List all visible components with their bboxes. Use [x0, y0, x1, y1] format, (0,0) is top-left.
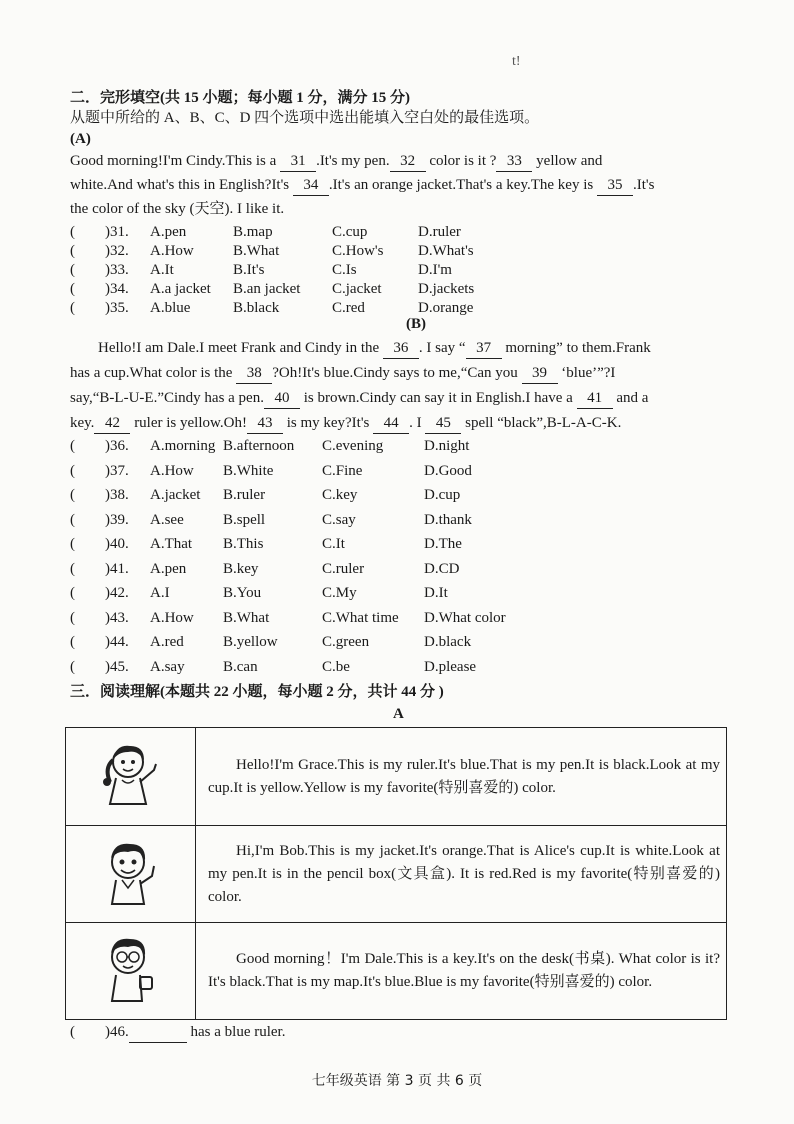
blank-36[interactable]: 36	[383, 338, 419, 359]
option-d[interactable]: D.It	[424, 585, 448, 601]
question-number: ( )32.	[70, 243, 129, 259]
option-d[interactable]: D.please	[424, 658, 477, 675]
reading-text-bob: Hi,I'm Bob.This is my jacket.It's orange.That is Alice's cup.It is white.Look at my pen.It is in the pencil box(文具盒). It is red.Red is my favorite(特别喜爱的) color.	[196, 826, 727, 923]
option-b[interactable]: B.black	[233, 300, 280, 316]
option-c[interactable]: C.say	[322, 511, 356, 528]
option-d[interactable]: D.I'm	[418, 262, 452, 278]
option-a[interactable]: A.How	[150, 609, 194, 626]
section3-partA-label: A	[393, 706, 404, 722]
reading-text-dale: Good morning！I'm Dale.This is a key.It's on the desk(书桌). What color is it?It's black.That is my map.It's blue.Blue is my favorite(特别喜爱的) color.	[196, 923, 727, 1020]
option-d[interactable]: D.black	[424, 634, 472, 650]
option-c[interactable]: C.red	[332, 300, 365, 316]
option-b[interactable]: B.afternoon	[223, 438, 295, 454]
option-c[interactable]: C.evening	[322, 438, 384, 454]
option-a[interactable]: A.I	[150, 585, 170, 601]
option-c[interactable]: C.What time	[322, 609, 399, 626]
girl-avatar	[66, 728, 196, 826]
option-d[interactable]: D.thank	[424, 511, 472, 528]
option-d[interactable]: D.What's	[418, 243, 474, 259]
passageA-line2: white.And what's this in English?It's 34 .It's an orange jacket.That's a key.The key is 35 .It's	[70, 175, 654, 196]
blank-39[interactable]: 39	[522, 363, 558, 384]
option-a[interactable]: A.pen	[150, 224, 187, 240]
question-number: ( )40.	[70, 536, 129, 552]
option-c[interactable]: C.ruler	[322, 560, 365, 577]
option-d[interactable]: D.cup	[424, 487, 461, 503]
question-number: ( )38.	[70, 487, 129, 503]
passageB-line1: Hello!I am Dale.I meet Frank and Cindy in the 36 . I say “ 37 morning” to them.Frank	[70, 338, 651, 359]
boy-with-glasses-avatar	[66, 923, 196, 1020]
option-c[interactable]: C.It	[322, 536, 345, 552]
reading-row-grace	[66, 728, 727, 826]
option-c[interactable]: C.cup	[332, 224, 368, 240]
blank-38[interactable]: 38	[236, 363, 272, 384]
option-a[interactable]: A.jacket	[150, 487, 201, 503]
option-d[interactable]: D.ruler	[418, 224, 461, 240]
option-a[interactable]: A.How	[150, 243, 194, 259]
blank-46[interactable]	[129, 1022, 187, 1043]
option-a[interactable]: A.say	[150, 658, 185, 675]
passageA-line3: the color of the sky (天空). I like it.	[70, 201, 285, 217]
blank-32[interactable]: 32	[390, 151, 426, 172]
option-a[interactable]: A.blue	[150, 300, 191, 316]
option-d[interactable]: D.The	[424, 536, 462, 552]
question-number: ( )35.	[70, 300, 129, 316]
option-c[interactable]: C.key	[322, 487, 358, 503]
option-b[interactable]: B.spell	[223, 511, 266, 528]
section3-title: 三．阅读理解(本题共 22 小题，每小题 2 分，共计 44 分 )	[70, 684, 444, 700]
option-b[interactable]: B.key	[223, 560, 259, 577]
option-a[interactable]: A.a jacket	[150, 281, 211, 297]
option-a[interactable]: A.That	[150, 536, 193, 552]
blank-44[interactable]: 44	[373, 413, 409, 434]
question-number: ( )31.	[70, 224, 129, 240]
blank-43[interactable]: 43	[247, 413, 283, 434]
option-b[interactable]: B.What	[233, 243, 280, 259]
partB-label: (B)	[406, 316, 426, 332]
question-46: ( )46. has a blue ruler.	[70, 1022, 285, 1043]
reading-row-dale	[66, 923, 727, 1020]
section2-title: 二．完形填空(共 15 小题；每小题 1 分，满分 15 分)	[70, 90, 410, 106]
question-number: ( )33.	[70, 262, 129, 278]
boy-avatar	[66, 826, 196, 923]
option-d[interactable]: D.Good	[424, 462, 472, 479]
option-c[interactable]: C.Fine	[322, 462, 363, 479]
option-b[interactable]: B.You	[223, 585, 262, 601]
question-number: ( )34.	[70, 281, 129, 297]
option-a[interactable]: A.see	[150, 511, 184, 528]
option-c[interactable]: C.green	[322, 634, 370, 650]
question-number: ( )44.	[70, 634, 129, 650]
question-number: ( )42.	[70, 585, 129, 601]
reading-table	[65, 727, 727, 1020]
corner-mark: t!	[512, 54, 521, 69]
option-b[interactable]: B.White	[223, 462, 274, 479]
passageA-line1: Good morning!I'm Cindy.This is a 31 .It's my pen. 32 color is it ? 33 yellow and	[70, 151, 602, 172]
blank-35[interactable]: 35	[597, 175, 633, 196]
reading-row-bob	[66, 826, 727, 923]
passageB-line2: has a cup.What color is the 38 ?Oh!It's blue.Cindy says to me,“Can you 39 ‘blue’”?I	[70, 363, 615, 384]
option-a[interactable]: A.pen	[150, 560, 187, 577]
option-d[interactable]: D.night	[424, 438, 470, 454]
question-number: ( )41.	[70, 560, 129, 577]
option-c[interactable]: C.Is	[332, 262, 357, 278]
question-number: ( )45.	[70, 658, 129, 675]
option-b[interactable]: B.can	[223, 658, 258, 675]
blank-33[interactable]: 33	[496, 151, 532, 172]
question-number: ( )36.	[70, 438, 129, 454]
option-a[interactable]: A.red	[150, 634, 184, 650]
option-b[interactable]: B.It's	[233, 262, 265, 278]
section2-instruction: 从题中所给的 A、B、C、D 四个选项中选出能填入空白处的最佳选项。	[70, 110, 540, 126]
question-number: ( )39.	[70, 511, 129, 528]
option-a[interactable]: A.It	[150, 262, 174, 278]
question-number: ( )37.	[70, 462, 129, 479]
option-a[interactable]: A.How	[150, 462, 194, 479]
option-c[interactable]: C.My	[322, 585, 357, 601]
reading-text-grace: Hello!I'm Grace.This is my ruler.It's blue.That is my pen.It is black.Look at my cup.It is yellow.Yellow is my favorite(特别喜爱的) color.	[196, 728, 727, 826]
blank-45[interactable]: 45	[425, 413, 461, 434]
option-b[interactable]: B.ruler	[223, 487, 266, 503]
passageB-line3: say,“B-L-U-E.”Cindy has a pen. 40 is brown.Cindy can say it in English.I have a 41 and a	[70, 388, 648, 409]
passageB-line4: key. 42 ruler is yellow.Oh! 43 is my key?It's 44 . I 45 spell “black”,B-L-A-C-K.	[70, 413, 621, 434]
option-d[interactable]: D.What color	[424, 609, 506, 626]
option-b[interactable]: B.an jacket	[233, 281, 301, 297]
option-c[interactable]: C.jacket	[332, 281, 382, 297]
blank-41[interactable]: 41	[577, 388, 613, 409]
option-c[interactable]: C.be	[322, 658, 350, 675]
blank-40[interactable]: 40	[264, 388, 300, 409]
option-b[interactable]: B.This	[223, 536, 264, 552]
blank-42[interactable]: 42	[94, 413, 130, 434]
question-number: ( )43.	[70, 609, 129, 626]
blank-37[interactable]: 37	[466, 338, 502, 359]
blank-31[interactable]: 31	[280, 151, 316, 172]
option-d[interactable]: D.orange	[418, 300, 474, 316]
option-b[interactable]: B.yellow	[223, 634, 278, 650]
page-footer: 七年级英语 第 3 页 共 6 页	[311, 1073, 483, 1089]
blank-34[interactable]: 34	[293, 175, 329, 196]
option-c[interactable]: C.How's	[332, 243, 384, 259]
option-d[interactable]: D.CD	[424, 560, 460, 577]
option-b[interactable]: B.What	[223, 609, 270, 626]
partA-label: (A)	[70, 131, 91, 147]
option-b[interactable]: B.map	[233, 224, 273, 240]
option-d[interactable]: D.jackets	[418, 281, 475, 297]
option-a[interactable]: A.morning	[150, 438, 216, 454]
